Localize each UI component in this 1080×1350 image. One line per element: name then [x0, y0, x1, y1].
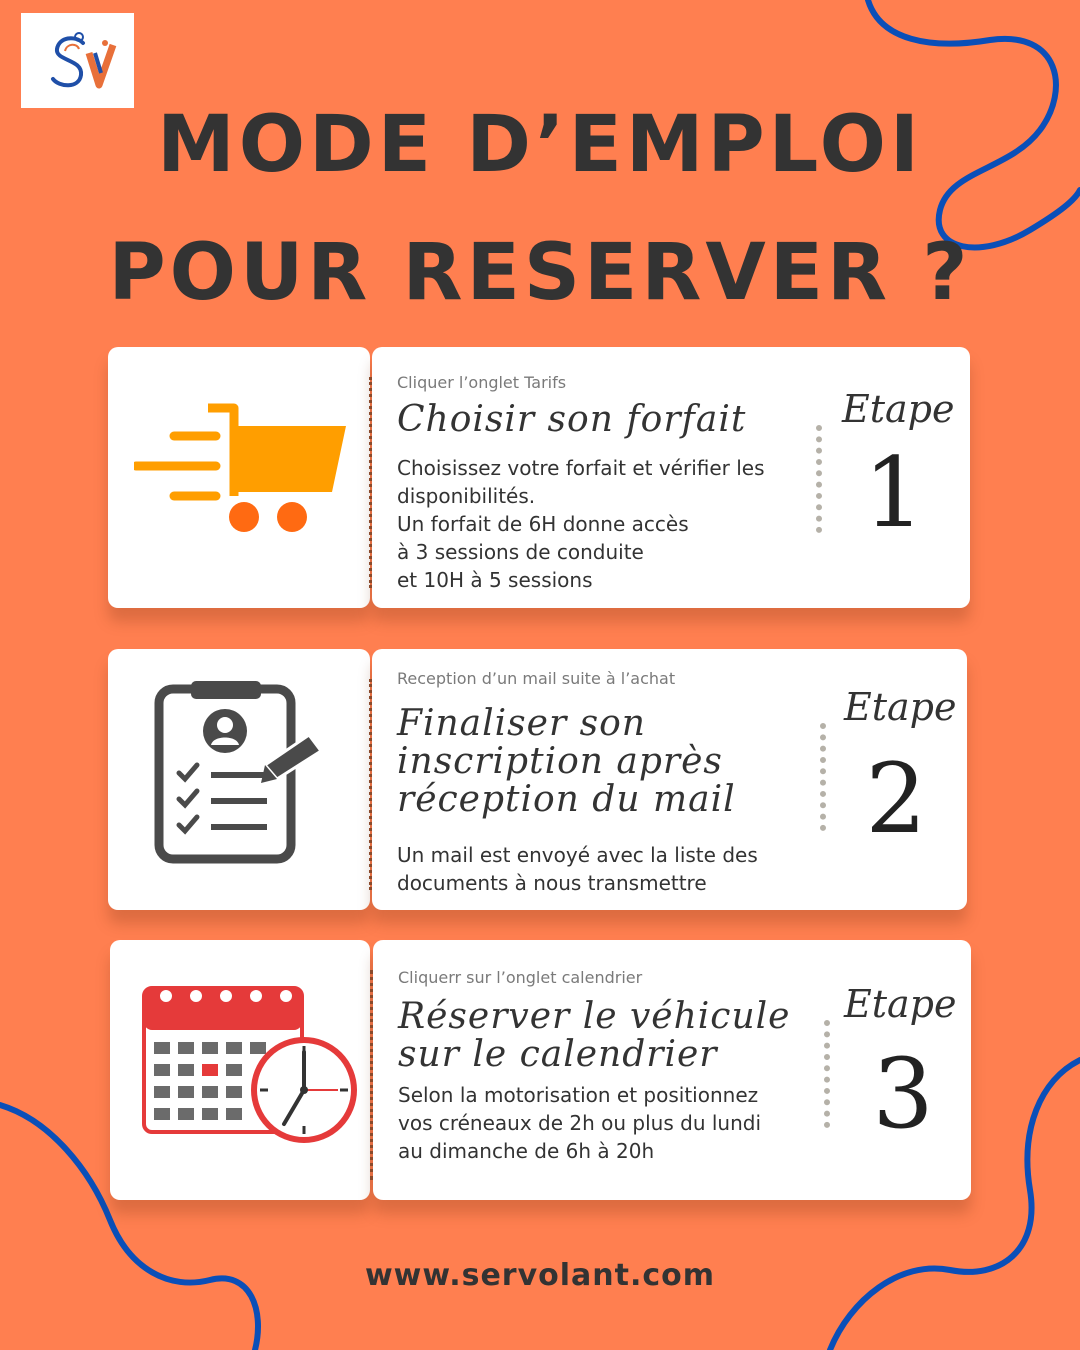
step-3-dotted-divider [370, 970, 373, 1180]
step-1-dotted-separator [816, 425, 822, 533]
step-2-description: Un mail est envoyé avec la liste des documents à nous transmettre [397, 843, 758, 895]
step-3-dotted-separator [824, 1020, 830, 1128]
step-3-label: Etape [844, 982, 957, 1026]
page-title-line-1: MODE D’EMPLOI [157, 100, 923, 190]
step-2-content-card [372, 649, 967, 910]
step-2-number: 2 [865, 743, 927, 855]
step-3-title: Réserver le véhicule sur le calendrier [398, 996, 791, 1075]
shopping-cart-icon [134, 402, 349, 532]
step-1-hint: Cliquer l’onglet Tarifs [397, 373, 567, 392]
step-1-description: Choisissez votre forfait et vérifier les disponibilités. Un forfait de 6H donne accès à 3 sessions de conduite et 10H à 5 sessions [397, 456, 765, 592]
step-2-title: Finaliser son inscription après réception du mail [397, 703, 736, 820]
page-title-line-2: POUR RESERVER ? [108, 228, 972, 318]
website-link[interactable]: www.servolant.com [364, 1258, 716, 1293]
step-2-dotted-divider [369, 679, 372, 890]
step-1-title: Choisir son forfait [397, 399, 747, 440]
step-3-description: Selon la motorisation et positionnez vos créneaux de 2h ou plus du lundi au dimanche de 6h à 20h [398, 1083, 762, 1163]
step-2-icon-card [108, 649, 370, 910]
step-1-dotted-divider [369, 377, 372, 588]
step-2-dotted-separator [820, 723, 826, 831]
step-2-hint: Reception d’un mail suite à l’achat [397, 669, 676, 688]
step-1-number: 1 [863, 437, 925, 549]
calendar-clock-icon [138, 978, 363, 1146]
step-1-label: Etape [842, 387, 955, 431]
logo-mark-icon [21, 13, 134, 108]
clipboard-checklist-icon [153, 679, 328, 869]
step-3-icon-card [110, 940, 370, 1200]
step-1-content-card [372, 347, 970, 608]
step-3-content-card [373, 940, 971, 1200]
brand-logo[interactable] [21, 13, 134, 108]
step-3-number: 3 [872, 1038, 934, 1150]
step-2-label: Etape [844, 685, 957, 729]
step-1-icon-card [108, 347, 370, 608]
step-3-hint: Cliquerr sur l’onglet calendrier [398, 968, 643, 987]
